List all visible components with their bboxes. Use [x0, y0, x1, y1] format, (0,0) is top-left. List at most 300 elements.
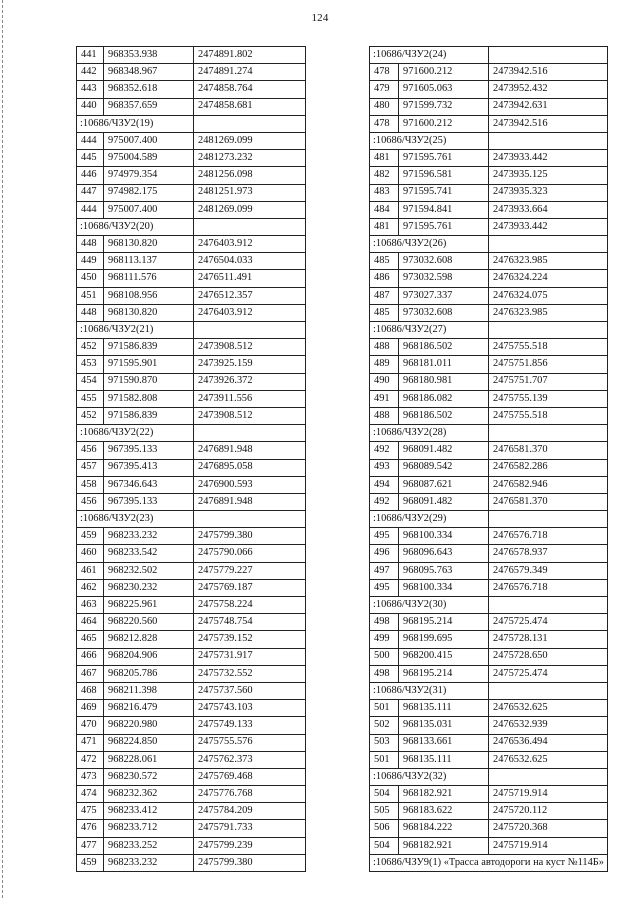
- y-coordinate-cell: 2475799.239: [194, 837, 306, 854]
- coordinate-row: [77, 236, 306, 253]
- point-number-cell: 492: [370, 442, 399, 459]
- y-coordinate-cell: 2476504.033: [194, 253, 306, 270]
- x-coordinate-cell: 968113.137: [104, 253, 194, 270]
- empty-cell: [489, 47, 608, 64]
- y-coordinate-cell: 2476891.948: [194, 442, 306, 459]
- x-coordinate-cell: 968352.618: [104, 81, 194, 98]
- coordinate-row: [77, 614, 306, 631]
- y-coordinate-cell: 2476532.625: [489, 700, 608, 717]
- coordinate-row: [370, 751, 608, 768]
- x-coordinate-cell: 968186.502: [399, 339, 489, 356]
- y-coordinate-cell: 2476576.718: [489, 579, 608, 596]
- y-coordinate-cell: 2473925.159: [194, 356, 306, 373]
- x-coordinate-cell: 971586.839: [104, 339, 194, 356]
- y-coordinate-cell: 2476532.939: [489, 717, 608, 734]
- empty-cell: [489, 511, 608, 528]
- x-coordinate-cell: 968089.542: [399, 459, 489, 476]
- point-number-cell: 503: [370, 734, 399, 751]
- x-coordinate-cell: 968233.232: [104, 854, 194, 871]
- point-number-cell: 490: [370, 373, 399, 390]
- point-number-cell: 458: [77, 476, 104, 493]
- point-number-cell: 462: [77, 579, 104, 596]
- point-number-cell: 476: [77, 820, 104, 837]
- point-number-cell: 483: [370, 184, 399, 201]
- y-coordinate-cell: 2475776.768: [194, 786, 306, 803]
- y-coordinate-cell: 2475762.373: [194, 751, 306, 768]
- parcel-label-cell: :10686/ЧЗУ2(26): [370, 236, 489, 253]
- y-coordinate-cell: 2476323.985: [489, 253, 608, 270]
- x-coordinate-cell: 973027.337: [399, 287, 489, 304]
- point-number-cell: 456: [77, 442, 104, 459]
- x-coordinate-cell: 968135.031: [399, 717, 489, 734]
- y-coordinate-cell: 2474858.681: [194, 98, 306, 115]
- x-coordinate-cell: 973032.598: [399, 270, 489, 287]
- coordinate-row: [77, 854, 306, 871]
- x-coordinate-cell: 968216.479: [104, 700, 194, 717]
- parcel-label-cell: :10686/ЧЗУ2(20): [77, 218, 194, 235]
- y-coordinate-cell: 2476582.946: [489, 476, 608, 493]
- parcel-header-row: [77, 425, 306, 442]
- x-coordinate-cell: 968211.398: [104, 682, 194, 699]
- coordinates-table-right: [369, 46, 608, 872]
- coordinate-row: [77, 442, 306, 459]
- coordinates-table-left: [76, 46, 306, 872]
- point-number-cell: 474: [77, 786, 104, 803]
- coordinate-row: [370, 356, 608, 373]
- x-coordinate-cell: 971595.761: [399, 218, 489, 235]
- coordinate-row: [77, 665, 306, 682]
- coordinate-row: [77, 786, 306, 803]
- x-coordinate-cell: 968233.252: [104, 837, 194, 854]
- x-coordinate-cell: 968135.111: [399, 751, 489, 768]
- coordinate-row: [77, 631, 306, 648]
- y-coordinate-cell: 2481273.232: [194, 150, 306, 167]
- point-number-cell: 491: [370, 390, 399, 407]
- coordinate-row: [370, 167, 608, 184]
- parcel-label-cell: :10686/ЧЗУ2(22): [77, 425, 194, 442]
- coordinate-row: [77, 768, 306, 785]
- x-coordinate-cell: 968183.622: [399, 803, 489, 820]
- x-coordinate-cell: 968091.482: [399, 493, 489, 510]
- coordinate-row: [370, 631, 608, 648]
- parcel-label-cell: :10686/ЧЗУ2(27): [370, 322, 489, 339]
- y-coordinate-cell: 2475731.917: [194, 648, 306, 665]
- coordinate-row: [370, 287, 608, 304]
- point-number-cell: 493: [370, 459, 399, 476]
- parcel-label-cell: :10686/ЧЗУ2(24): [370, 47, 489, 64]
- empty-cell: [489, 768, 608, 785]
- point-number-cell: 477: [77, 837, 104, 854]
- coordinate-row: [370, 442, 608, 459]
- coordinate-row: [370, 201, 608, 218]
- coordinate-row: [77, 253, 306, 270]
- coordinate-row: [77, 545, 306, 562]
- page-number: 124: [311, 12, 329, 24]
- y-coordinate-cell: 2474891.802: [194, 47, 306, 64]
- parcel-label-cell: :10686/ЧЗУ2(28): [370, 425, 489, 442]
- y-coordinate-cell: 2476532.625: [489, 751, 608, 768]
- x-coordinate-cell: 968212.828: [104, 631, 194, 648]
- coordinate-row: [370, 579, 608, 596]
- coordinate-row: [77, 562, 306, 579]
- empty-cell: [194, 322, 306, 339]
- y-coordinate-cell: 2481251.973: [194, 184, 306, 201]
- point-number-cell: 475: [77, 803, 104, 820]
- coordinate-row: [77, 597, 306, 614]
- point-number-cell: 442: [77, 64, 104, 81]
- y-coordinate-cell: 2473908.512: [194, 407, 306, 424]
- x-coordinate-cell: 971596.581: [399, 167, 489, 184]
- x-coordinate-cell: 968348.967: [104, 64, 194, 81]
- y-coordinate-cell: 2476579.349: [489, 562, 608, 579]
- y-coordinate-cell: 2475755.518: [489, 339, 608, 356]
- y-coordinate-cell: 2476536.494: [489, 734, 608, 751]
- coordinate-row: [370, 304, 608, 321]
- point-number-cell: 449: [77, 253, 104, 270]
- x-coordinate-cell: 968186.502: [399, 407, 489, 424]
- coordinate-row: [77, 528, 306, 545]
- point-number-cell: 499: [370, 631, 399, 648]
- coordinate-row: [77, 270, 306, 287]
- y-coordinate-cell: 2476895.058: [194, 459, 306, 476]
- coordinate-row: [370, 81, 608, 98]
- point-number-cell: 451: [77, 287, 104, 304]
- coordinate-row: [370, 98, 608, 115]
- x-coordinate-cell: 968091.482: [399, 442, 489, 459]
- y-coordinate-cell: 2475748.754: [194, 614, 306, 631]
- point-number-cell: 440: [77, 98, 104, 115]
- point-number-cell: 496: [370, 545, 399, 562]
- x-coordinate-cell: 968095.763: [399, 562, 489, 579]
- y-coordinate-cell: 2481269.099: [194, 132, 306, 149]
- x-coordinate-cell: 971595.901: [104, 356, 194, 373]
- coordinate-row: [77, 751, 306, 768]
- point-number-cell: 473: [77, 768, 104, 785]
- x-coordinate-cell: 968220.980: [104, 717, 194, 734]
- empty-cell: [194, 425, 306, 442]
- x-coordinate-cell: 968199.695: [399, 631, 489, 648]
- point-number-cell: 488: [370, 407, 399, 424]
- y-coordinate-cell: 2476581.370: [489, 493, 608, 510]
- x-coordinate-cell: 971586.839: [104, 407, 194, 424]
- y-coordinate-cell: 2475755.518: [489, 407, 608, 424]
- x-coordinate-cell: 968184.222: [399, 820, 489, 837]
- y-coordinate-cell: 2476512.357: [194, 287, 306, 304]
- y-coordinate-cell: 2475790.066: [194, 545, 306, 562]
- point-number-cell: 446: [77, 167, 104, 184]
- coordinate-row: [370, 64, 608, 81]
- parcel-header-row: [77, 218, 306, 235]
- point-number-cell: 468: [77, 682, 104, 699]
- x-coordinate-cell: 971599.732: [399, 98, 489, 115]
- coordinate-row: [370, 218, 608, 235]
- y-coordinate-cell: 2475720.112: [489, 803, 608, 820]
- x-coordinate-cell: 968233.542: [104, 545, 194, 562]
- x-coordinate-cell: 968357.659: [104, 98, 194, 115]
- parcel-header-row: [370, 768, 608, 785]
- empty-cell: [194, 115, 306, 132]
- parcel-header-row: [370, 425, 608, 442]
- y-coordinate-cell: 2473933.442: [489, 150, 608, 167]
- coordinate-row: [77, 201, 306, 218]
- x-coordinate-cell: 968100.334: [399, 528, 489, 545]
- point-number-cell: 450: [77, 270, 104, 287]
- parcel-header-row: [77, 511, 306, 528]
- y-coordinate-cell: 2475737.560: [194, 682, 306, 699]
- y-coordinate-cell: 2476323.985: [489, 304, 608, 321]
- point-number-cell: 472: [77, 751, 104, 768]
- point-number-cell: 469: [77, 700, 104, 717]
- coordinate-row: [370, 820, 608, 837]
- point-number-cell: 459: [77, 854, 104, 871]
- y-coordinate-cell: 2475769.468: [194, 768, 306, 785]
- y-coordinate-cell: 2475725.474: [489, 614, 608, 631]
- coordinate-row: [77, 407, 306, 424]
- empty-cell: [489, 132, 608, 149]
- y-coordinate-cell: 2475751.707: [489, 373, 608, 390]
- empty-cell: [489, 322, 608, 339]
- coordinate-row: [77, 459, 306, 476]
- x-coordinate-cell: 968108.956: [104, 287, 194, 304]
- coordinate-row: [370, 545, 608, 562]
- y-coordinate-cell: 2474858.764: [194, 81, 306, 98]
- x-coordinate-cell: 974979.354: [104, 167, 194, 184]
- x-coordinate-cell: 968230.572: [104, 768, 194, 785]
- point-number-cell: 443: [77, 81, 104, 98]
- point-number-cell: 465: [77, 631, 104, 648]
- point-number-cell: 501: [370, 700, 399, 717]
- coordinate-row: [77, 150, 306, 167]
- coordinate-row: [77, 287, 306, 304]
- coordinate-row: [77, 47, 306, 64]
- point-number-cell: 444: [77, 201, 104, 218]
- coordinate-row: [77, 64, 306, 81]
- coordinate-row: [77, 356, 306, 373]
- coordinate-row: [370, 339, 608, 356]
- y-coordinate-cell: 2475749.133: [194, 717, 306, 734]
- x-coordinate-cell: 971590.870: [104, 373, 194, 390]
- point-number-cell: 445: [77, 150, 104, 167]
- coordinate-row: [77, 339, 306, 356]
- coordinate-row: [77, 390, 306, 407]
- y-coordinate-cell: 2476891.948: [194, 493, 306, 510]
- parcel-header-row: [370, 322, 608, 339]
- coordinate-row: [77, 820, 306, 837]
- y-coordinate-cell: 2475758.224: [194, 597, 306, 614]
- x-coordinate-cell: 968225.961: [104, 597, 194, 614]
- point-number-cell: 447: [77, 184, 104, 201]
- parcel-header-row: [77, 322, 306, 339]
- x-coordinate-cell: 968233.412: [104, 803, 194, 820]
- parcel-label-cell: :10686/ЧЗУ2(30): [370, 597, 489, 614]
- point-number-cell: 461: [77, 562, 104, 579]
- coordinate-row: [370, 270, 608, 287]
- y-coordinate-cell: 2475728.650: [489, 648, 608, 665]
- coordinate-row: [77, 648, 306, 665]
- coordinate-row: [77, 132, 306, 149]
- x-coordinate-cell: 971595.741: [399, 184, 489, 201]
- x-coordinate-cell: 967395.133: [104, 442, 194, 459]
- parcel-label-cell: :10686/ЧЗУ2(31): [370, 682, 489, 699]
- x-coordinate-cell: 968205.786: [104, 665, 194, 682]
- coordinate-row: [370, 150, 608, 167]
- y-coordinate-cell: 2475739.152: [194, 631, 306, 648]
- point-number-cell: 498: [370, 665, 399, 682]
- coordinate-row: [77, 837, 306, 854]
- point-number-cell: 500: [370, 648, 399, 665]
- y-coordinate-cell: 2476511.491: [194, 270, 306, 287]
- y-coordinate-cell: 2475799.380: [194, 854, 306, 871]
- x-coordinate-cell: 974982.175: [104, 184, 194, 201]
- x-coordinate-cell: 968233.232: [104, 528, 194, 545]
- coordinate-row: [370, 734, 608, 751]
- point-number-cell: 502: [370, 717, 399, 734]
- coordinate-row: [370, 476, 608, 493]
- point-number-cell: 485: [370, 304, 399, 321]
- point-number-cell: 454: [77, 373, 104, 390]
- parcel-header-row: [370, 236, 608, 253]
- y-coordinate-cell: 2475784.209: [194, 803, 306, 820]
- point-number-cell: 482: [370, 167, 399, 184]
- point-number-cell: 486: [370, 270, 399, 287]
- coordinate-row: [77, 682, 306, 699]
- coordinate-row: [370, 115, 608, 132]
- y-coordinate-cell: 2473933.664: [489, 201, 608, 218]
- point-number-cell: 464: [77, 614, 104, 631]
- coordinate-row: [77, 304, 306, 321]
- y-coordinate-cell: 2473942.631: [489, 98, 608, 115]
- coordinate-row: [370, 373, 608, 390]
- point-number-cell: 452: [77, 339, 104, 356]
- coordinate-row: [77, 734, 306, 751]
- y-coordinate-cell: 2475799.380: [194, 528, 306, 545]
- coordinate-row: [77, 184, 306, 201]
- x-coordinate-cell: 968100.334: [399, 579, 489, 596]
- parcel-label-cell: :10686/ЧЗУ2(32): [370, 768, 489, 785]
- x-coordinate-cell: 973032.608: [399, 253, 489, 270]
- coordinate-row: [370, 562, 608, 579]
- x-coordinate-cell: 971605.063: [399, 81, 489, 98]
- point-number-cell: 444: [77, 132, 104, 149]
- x-coordinate-cell: 967395.413: [104, 459, 194, 476]
- y-coordinate-cell: 2473935.323: [489, 184, 608, 201]
- point-number-cell: 478: [370, 115, 399, 132]
- x-coordinate-cell: 968204.906: [104, 648, 194, 665]
- x-coordinate-cell: 967346.643: [104, 476, 194, 493]
- y-coordinate-cell: 2473908.512: [194, 339, 306, 356]
- coordinate-row: [77, 98, 306, 115]
- x-coordinate-cell: 968130.820: [104, 236, 194, 253]
- x-coordinate-cell: 971600.212: [399, 115, 489, 132]
- point-number-cell: 479: [370, 81, 399, 98]
- empty-cell: [489, 425, 608, 442]
- coordinate-row: [370, 786, 608, 803]
- point-number-cell: 494: [370, 476, 399, 493]
- coordinate-row: [370, 648, 608, 665]
- x-coordinate-cell: 973032.608: [399, 304, 489, 321]
- coordinate-row: [77, 803, 306, 820]
- y-coordinate-cell: 2475720.368: [489, 820, 608, 837]
- point-number-cell: 481: [370, 150, 399, 167]
- coordinate-row: [77, 717, 306, 734]
- point-number-cell: 457: [77, 459, 104, 476]
- y-coordinate-cell: 2475779.227: [194, 562, 306, 579]
- point-number-cell: 448: [77, 304, 104, 321]
- point-number-cell: 460: [77, 545, 104, 562]
- point-number-cell: 497: [370, 562, 399, 579]
- coordinate-row: [370, 459, 608, 476]
- x-coordinate-cell: 968180.981: [399, 373, 489, 390]
- y-coordinate-cell: 2475743.103: [194, 700, 306, 717]
- point-number-cell: 466: [77, 648, 104, 665]
- coordinate-row: [77, 493, 306, 510]
- coordinate-row: [77, 167, 306, 184]
- point-number-cell: 487: [370, 287, 399, 304]
- coordinate-row: [370, 700, 608, 717]
- x-coordinate-cell: 968353.938: [104, 47, 194, 64]
- coordinate-row: [370, 493, 608, 510]
- coordinate-row: [370, 253, 608, 270]
- y-coordinate-cell: 2473942.516: [489, 115, 608, 132]
- point-number-cell: 488: [370, 339, 399, 356]
- x-coordinate-cell: 968233.712: [104, 820, 194, 837]
- empty-cell: [489, 597, 608, 614]
- point-number-cell: 452: [77, 407, 104, 424]
- parcel-label-cell: :10686/ЧЗУ2(25): [370, 132, 489, 149]
- x-coordinate-cell: 968200.415: [399, 648, 489, 665]
- x-coordinate-cell: 975007.400: [104, 132, 194, 149]
- parcel-header-row: [370, 132, 608, 149]
- x-coordinate-cell: 968224.850: [104, 734, 194, 751]
- coordinate-row: [77, 579, 306, 596]
- parcel-header-row: [370, 597, 608, 614]
- coordinate-row: [370, 803, 608, 820]
- parcel-header-row: [370, 511, 608, 528]
- point-number-cell: 506: [370, 820, 399, 837]
- y-coordinate-cell: 2475725.474: [489, 665, 608, 682]
- x-coordinate-cell: 968133.661: [399, 734, 489, 751]
- point-number-cell: 485: [370, 253, 399, 270]
- x-coordinate-cell: 967395.133: [104, 493, 194, 510]
- x-coordinate-cell: 968135.111: [399, 700, 489, 717]
- empty-cell: [489, 682, 608, 699]
- point-number-cell: 505: [370, 803, 399, 820]
- x-coordinate-cell: 968232.502: [104, 562, 194, 579]
- coordinate-row: [370, 528, 608, 545]
- point-number-cell: 480: [370, 98, 399, 115]
- point-number-cell: 441: [77, 47, 104, 64]
- point-number-cell: 467: [77, 665, 104, 682]
- x-coordinate-cell: 968181.011: [399, 356, 489, 373]
- point-number-cell: 463: [77, 597, 104, 614]
- x-coordinate-cell: 968228.061: [104, 751, 194, 768]
- point-number-cell: 455: [77, 390, 104, 407]
- y-coordinate-cell: 2473933.442: [489, 218, 608, 235]
- coordinate-row: [370, 390, 608, 407]
- coordinate-row: [77, 373, 306, 390]
- point-number-cell: 501: [370, 751, 399, 768]
- y-coordinate-cell: 2476324.075: [489, 287, 608, 304]
- point-number-cell: 495: [370, 579, 399, 596]
- parcel-label-cell: :10686/ЧЗУ2(21): [77, 322, 194, 339]
- y-coordinate-cell: 2476403.912: [194, 236, 306, 253]
- y-coordinate-cell: 2481256.098: [194, 167, 306, 184]
- y-coordinate-cell: 2476581.370: [489, 442, 608, 459]
- y-coordinate-cell: 2476324.224: [489, 270, 608, 287]
- x-coordinate-cell: 968182.921: [399, 837, 489, 854]
- x-coordinate-cell: 975004.589: [104, 150, 194, 167]
- coordinate-row: [370, 665, 608, 682]
